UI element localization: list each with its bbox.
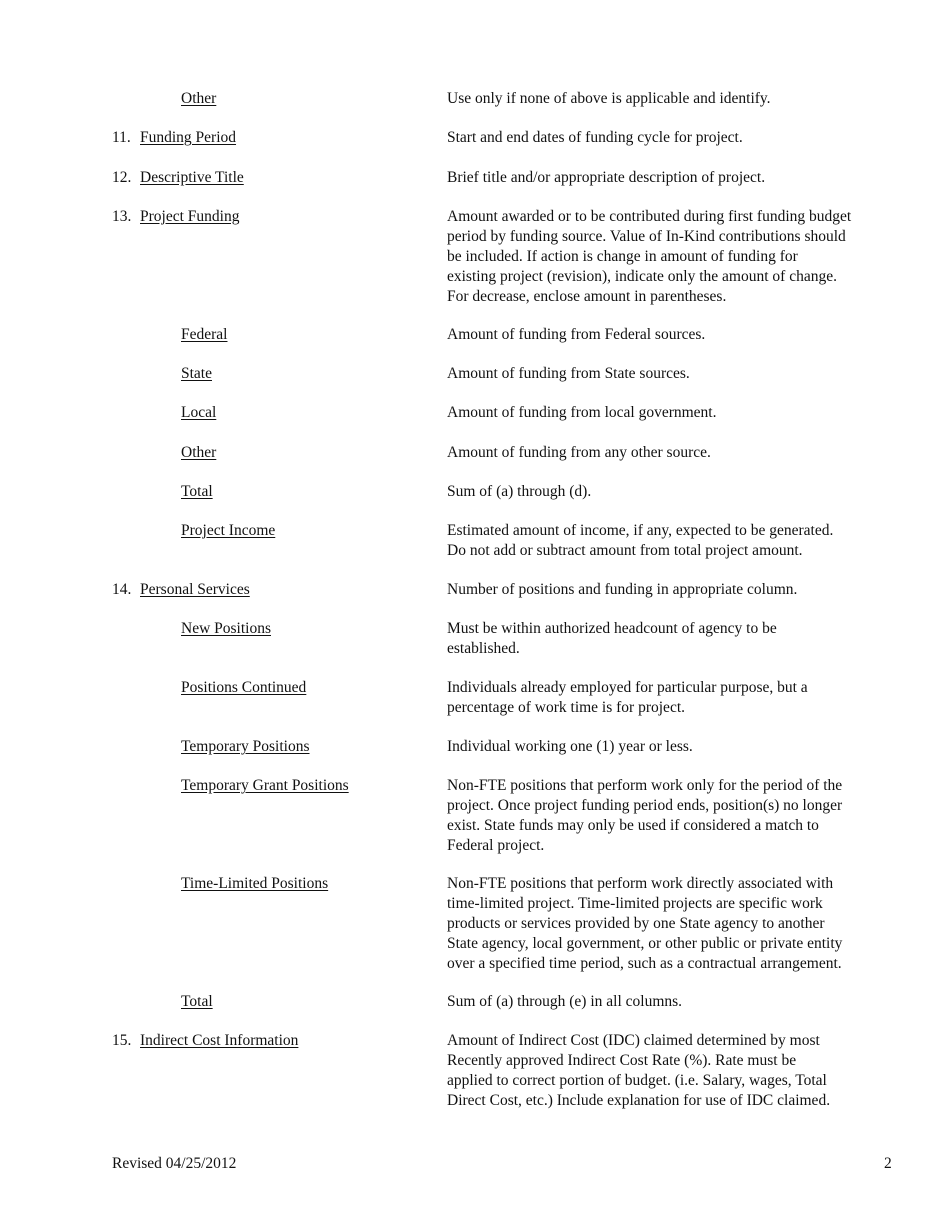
- entry-description: [447, 521, 899, 561]
- entry-term: Time-Limited Positions: [181, 875, 329, 892]
- entry-label: [181, 776, 349, 796]
- entry-term: Other: [181, 444, 217, 461]
- description-line: Do not add or subtract amount from total project amount.: [447, 542, 803, 559]
- item-number: 11.: [112, 129, 131, 146]
- description-line: Amount of funding from local government.: [447, 404, 717, 421]
- description-line: exist. State funds may only be used if considered a match to: [447, 817, 819, 834]
- description-line: Sum of (a) through (d).: [447, 483, 592, 500]
- entry-description: [447, 403, 899, 423]
- entry-description: [447, 992, 899, 1012]
- entry-term: Descriptive Title: [140, 169, 244, 186]
- entry-label: [112, 580, 250, 600]
- description-line: period by funding source. Value of In-Kind contributions should: [447, 228, 846, 245]
- entry-term: Temporary Positions: [181, 738, 310, 755]
- description-line: For decrease, enclose amount in parentheses.: [447, 288, 727, 305]
- description-line: Start and end dates of funding cycle for project.: [447, 129, 743, 146]
- revision-date: Revised 04/25/2012: [112, 1155, 237, 1172]
- description-line: project. Once project funding period ends, position(s) no longer: [447, 797, 843, 814]
- entry-label: [181, 325, 227, 345]
- description-line: existing project (revision), indicate only the amount of change.: [447, 268, 837, 285]
- entry-label: [181, 443, 216, 463]
- item-number: 13.: [112, 208, 132, 225]
- entry-label: [181, 89, 216, 109]
- description-line: Direct Cost, etc.) Include explanation for use of IDC claimed.: [447, 1092, 831, 1109]
- entry-description: [447, 443, 899, 463]
- entry-description: [447, 1031, 899, 1111]
- page-number: 2: [884, 1155, 892, 1172]
- entry-description: [447, 168, 899, 188]
- description-line: Amount of funding from State sources.: [447, 365, 690, 382]
- entry-label: [112, 168, 244, 188]
- entry-label: [181, 992, 213, 1012]
- description-line: percentage of work time is for project.: [447, 699, 686, 716]
- description-line: Recently approved Indirect Cost Rate (%). Rate must be: [447, 1052, 797, 1069]
- entry-description: [447, 325, 899, 345]
- description-line: Estimated amount of income, if any, expected to be generated.: [447, 522, 834, 539]
- entry-term: Personal Services: [140, 581, 250, 598]
- entry-description: [447, 678, 899, 718]
- entry-description: [447, 619, 899, 659]
- description-line: applied to correct portion of budget. (i.e. Salary, wages, Total: [447, 1072, 827, 1089]
- description-line: established.: [447, 640, 520, 657]
- entry-term: New Positions: [181, 620, 271, 637]
- item-number: 14.: [112, 581, 132, 598]
- entry-term: Positions Continued: [181, 679, 307, 696]
- entry-term: Temporary Grant Positions: [181, 777, 349, 794]
- entry-label: [181, 521, 275, 541]
- entry-description: [447, 776, 899, 856]
- item-number: 12.: [112, 169, 132, 186]
- description-line: Use only if none of above is applicable and identify.: [447, 90, 771, 107]
- item-number: 15.: [112, 1032, 132, 1049]
- description-line: products or services provided by one State agency to another: [447, 915, 825, 932]
- entry-term: Total: [181, 993, 213, 1010]
- description-line: Individual working one (1) year or less.: [447, 738, 693, 755]
- entry-label: [181, 874, 328, 894]
- entry-label: [112, 128, 236, 148]
- entry-label: [112, 207, 239, 227]
- description-line: Sum of (a) through (e) in all columns.: [447, 993, 683, 1010]
- entry-description: [447, 207, 899, 307]
- description-line: Must be within authorized headcount of agency to be: [447, 620, 777, 637]
- description-line: Amount of Indirect Cost (IDC) claimed determined by most: [447, 1032, 820, 1049]
- entry-term: Project Funding: [140, 208, 240, 225]
- description-line: Federal project.: [447, 837, 545, 854]
- entry-description: [447, 580, 899, 600]
- entry-term: Funding Period: [140, 129, 237, 146]
- description-line: State agency, local government, or other public or private entity: [447, 935, 843, 952]
- entry-term: Other: [181, 90, 217, 107]
- entry-description: [447, 482, 899, 502]
- description-line: Non-FTE positions that perform work directly associated with: [447, 875, 834, 892]
- entry-term: Total: [181, 483, 213, 500]
- entry-term: Local: [181, 404, 217, 421]
- entry-label: [112, 1031, 298, 1051]
- entry-term: Indirect Cost Information: [140, 1032, 299, 1049]
- entry-label: [181, 482, 213, 502]
- description-line: Amount of funding from any other source.: [447, 444, 711, 461]
- entry-description: [447, 89, 899, 109]
- entry-label: [181, 678, 306, 698]
- description-line: Individuals already employed for particular purpose, but a: [447, 679, 808, 696]
- entry-term: State: [181, 365, 212, 382]
- description-line: Brief title and/or appropriate description of project.: [447, 169, 766, 186]
- description-line: time-limited project. Time-limited projects are specific work: [447, 895, 823, 912]
- entry-term: Project Income: [181, 522, 276, 539]
- description-line: Non-FTE positions that perform work only for the period of the: [447, 777, 843, 794]
- entry-label: [181, 403, 216, 423]
- entry-description: [447, 364, 899, 384]
- description-line: Amount awarded or to be contributed during first funding budget: [447, 208, 852, 225]
- entry-description: [447, 128, 899, 148]
- entry-label: [181, 364, 212, 384]
- entry-description: [447, 737, 899, 757]
- entry-description: [447, 874, 899, 974]
- entry-term: Federal: [181, 326, 228, 343]
- entry-label: [181, 737, 310, 757]
- description-line: Amount of funding from Federal sources.: [447, 326, 706, 343]
- description-line: Number of positions and funding in appropriate column.: [447, 581, 798, 598]
- description-line: be included. If action is change in amount of funding for: [447, 248, 798, 265]
- description-line: over a specified time period, such as a contractual arrangement.: [447, 955, 842, 972]
- entry-label: [181, 619, 271, 639]
